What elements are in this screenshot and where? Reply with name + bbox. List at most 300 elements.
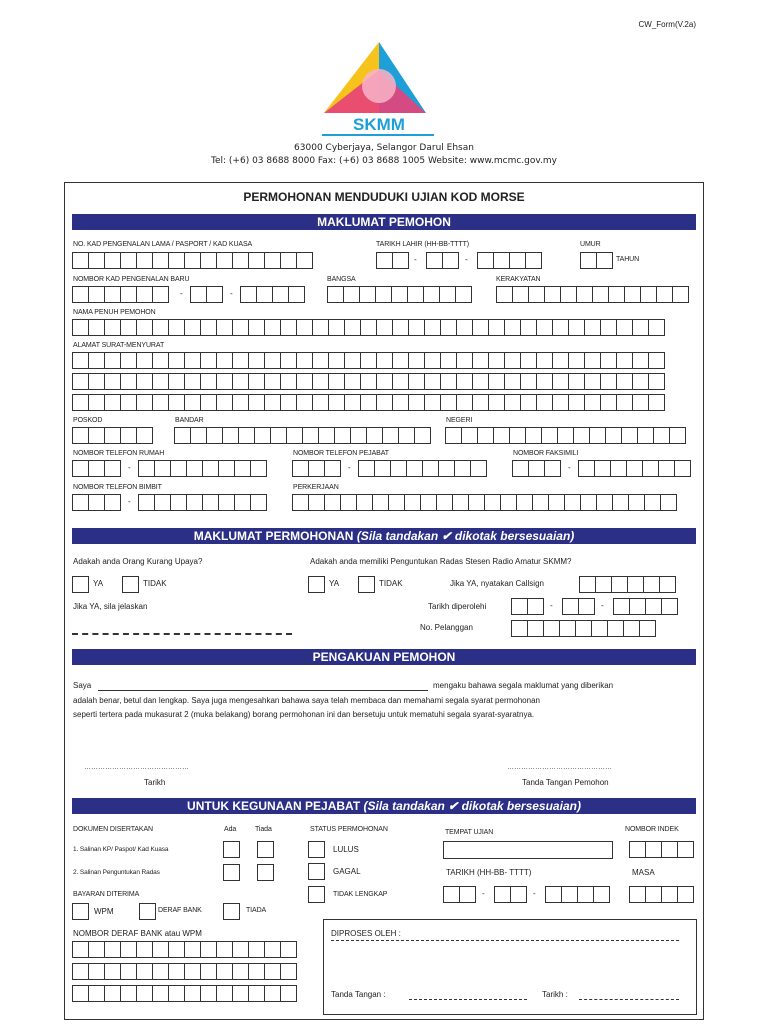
input-cell[interactable] — [488, 373, 505, 390]
input-cell[interactable] — [516, 494, 533, 511]
input-cell[interactable] — [72, 460, 89, 477]
input-cell[interactable] — [648, 394, 665, 411]
input-cell[interactable] — [648, 373, 665, 390]
input-cell[interactable] — [632, 394, 649, 411]
input-cell[interactable] — [382, 427, 399, 444]
input-cell[interactable] — [392, 252, 409, 269]
input-cell[interactable] — [120, 252, 137, 269]
input-cell[interactable] — [677, 886, 694, 903]
index-boxes[interactable] — [629, 841, 693, 858]
input-cell[interactable] — [308, 494, 325, 511]
doc1-tiada-checkbox[interactable] — [257, 841, 274, 858]
input-cell[interactable] — [536, 352, 553, 369]
input-cell[interactable] — [216, 252, 233, 269]
input-cell[interactable] — [461, 427, 478, 444]
input-cell[interactable] — [594, 460, 611, 477]
input-cell[interactable] — [184, 352, 201, 369]
input-cell[interactable] — [452, 494, 469, 511]
input-cell[interactable] — [627, 576, 644, 593]
input-cell[interactable] — [578, 598, 595, 615]
input-cell[interactable] — [104, 494, 121, 511]
input-cell[interactable] — [591, 620, 608, 637]
input-cell[interactable] — [408, 352, 425, 369]
input-cell[interactable] — [136, 963, 153, 980]
input-cell[interactable] — [376, 252, 393, 269]
input-cell[interactable] — [104, 252, 121, 269]
input-cell[interactable] — [88, 985, 105, 1002]
input-cell[interactable] — [584, 373, 601, 390]
input-cell[interactable] — [324, 494, 341, 511]
input-cell[interactable] — [186, 494, 203, 511]
input-cell[interactable] — [264, 963, 281, 980]
input-cell[interactable] — [407, 286, 424, 303]
draft-no-row-3[interactable] — [72, 985, 296, 1002]
input-cell[interactable] — [456, 394, 473, 411]
gagal-checkbox[interactable] — [308, 863, 325, 880]
input-cell[interactable] — [548, 494, 565, 511]
input-cell[interactable] — [639, 620, 656, 637]
input-cell[interactable] — [264, 985, 281, 1002]
input-cell[interactable] — [318, 427, 335, 444]
disabled-no-checkbox[interactable] — [122, 576, 139, 593]
doc2-ada-checkbox[interactable] — [223, 864, 240, 881]
input-cell[interactable] — [200, 394, 217, 411]
input-cell[interactable] — [509, 427, 526, 444]
input-cell[interactable] — [238, 427, 255, 444]
input-cell[interactable] — [184, 985, 201, 1002]
input-cell[interactable] — [88, 373, 105, 390]
input-cell[interactable] — [472, 352, 489, 369]
input-cell[interactable] — [440, 352, 457, 369]
input-cell[interactable] — [184, 963, 201, 980]
input-cell[interactable] — [334, 427, 351, 444]
exam-date-month[interactable] — [494, 886, 526, 903]
input-cell[interactable] — [104, 427, 121, 444]
dob-month-boxes[interactable] — [426, 252, 458, 269]
input-cell[interactable] — [168, 985, 185, 1002]
input-cell[interactable] — [629, 886, 646, 903]
input-cell[interactable] — [468, 494, 485, 511]
input-cell[interactable] — [344, 352, 361, 369]
input-cell[interactable] — [509, 252, 526, 269]
input-cell[interactable] — [661, 841, 678, 858]
input-cell[interactable] — [216, 352, 233, 369]
input-cell[interactable] — [170, 460, 187, 477]
input-cell[interactable] — [286, 427, 303, 444]
input-cell[interactable] — [426, 252, 443, 269]
input-cell[interactable] — [72, 394, 89, 411]
input-cell[interactable] — [560, 286, 577, 303]
processed-by-line[interactable] — [331, 940, 679, 941]
input-cell[interactable] — [184, 319, 201, 336]
input-cell[interactable] — [120, 286, 137, 303]
input-cell[interactable] — [120, 352, 137, 369]
input-cell[interactable] — [264, 373, 281, 390]
input-cell[interactable] — [200, 352, 217, 369]
doc2-tiada-checkbox[interactable] — [257, 864, 274, 881]
input-cell[interactable] — [72, 963, 89, 980]
input-cell[interactable] — [629, 598, 646, 615]
input-cell[interactable] — [340, 494, 357, 511]
radio-no-checkbox[interactable] — [358, 576, 375, 593]
input-cell[interactable] — [240, 286, 257, 303]
fax-part2[interactable] — [578, 460, 690, 477]
input-cell[interactable] — [600, 394, 617, 411]
date-obtained-month[interactable] — [562, 598, 594, 615]
input-cell[interactable] — [562, 598, 579, 615]
input-cell[interactable] — [264, 319, 281, 336]
input-cell[interactable] — [184, 941, 201, 958]
input-cell[interactable] — [280, 319, 297, 336]
input-cell[interactable] — [436, 494, 453, 511]
radio-yes-checkbox[interactable] — [308, 576, 325, 593]
input-cell[interactable] — [270, 427, 287, 444]
input-cell[interactable] — [545, 886, 562, 903]
customer-no-boxes[interactable] — [511, 620, 655, 637]
input-cell[interactable] — [424, 394, 441, 411]
input-cell[interactable] — [250, 460, 267, 477]
input-cell[interactable] — [376, 394, 393, 411]
dob-year-boxes[interactable] — [477, 252, 541, 269]
address-row-2[interactable] — [72, 373, 664, 390]
input-cell[interactable] — [136, 286, 153, 303]
input-cell[interactable] — [575, 620, 592, 637]
input-cell[interactable] — [584, 352, 601, 369]
input-cell[interactable] — [138, 494, 155, 511]
input-cell[interactable] — [420, 494, 437, 511]
input-cell[interactable] — [584, 394, 601, 411]
tidak-lengkap-checkbox[interactable] — [308, 886, 325, 903]
input-cell[interactable] — [200, 941, 217, 958]
input-cell[interactable] — [190, 286, 207, 303]
input-cell[interactable] — [206, 286, 223, 303]
input-cell[interactable] — [659, 576, 676, 593]
input-cell[interactable] — [120, 319, 137, 336]
input-cell[interactable] — [552, 352, 569, 369]
input-cell[interactable] — [477, 427, 494, 444]
input-cell[interactable] — [186, 460, 203, 477]
input-cell[interactable] — [669, 427, 686, 444]
input-cell[interactable] — [632, 352, 649, 369]
input-cell[interactable] — [350, 427, 367, 444]
input-cell[interactable] — [72, 494, 89, 511]
date-dotline[interactable]: ……………………………………… — [84, 764, 189, 771]
input-cell[interactable] — [504, 373, 521, 390]
input-cell[interactable] — [653, 427, 670, 444]
input-cell[interactable] — [388, 494, 405, 511]
input-cell[interactable] — [390, 460, 407, 477]
input-cell[interactable] — [72, 985, 89, 1002]
input-cell[interactable] — [628, 494, 645, 511]
input-cell[interactable] — [254, 427, 271, 444]
input-cell[interactable] — [408, 394, 425, 411]
input-cell[interactable] — [232, 963, 249, 980]
callsign-boxes[interactable] — [579, 576, 675, 593]
input-cell[interactable] — [136, 373, 153, 390]
input-cell[interactable] — [645, 598, 662, 615]
input-cell[interactable] — [584, 319, 601, 336]
input-cell[interactable] — [136, 941, 153, 958]
input-cell[interactable] — [280, 985, 297, 1002]
date-obtained-year[interactable] — [613, 598, 677, 615]
input-cell[interactable] — [360, 394, 377, 411]
input-cell[interactable] — [264, 252, 281, 269]
input-cell[interactable] — [190, 427, 207, 444]
input-cell[interactable] — [248, 319, 265, 336]
input-cell[interactable] — [642, 460, 659, 477]
input-cell[interactable] — [438, 460, 455, 477]
input-cell[interactable] — [88, 286, 105, 303]
input-cell[interactable] — [248, 941, 265, 958]
input-cell[interactable] — [72, 352, 89, 369]
input-cell[interactable] — [536, 373, 553, 390]
input-cell[interactable] — [600, 352, 617, 369]
new-ic-part3[interactable] — [240, 286, 304, 303]
input-cell[interactable] — [596, 252, 613, 269]
input-cell[interactable] — [222, 427, 239, 444]
input-cell[interactable] — [456, 319, 473, 336]
input-cell[interactable] — [120, 373, 137, 390]
input-cell[interactable] — [280, 963, 297, 980]
input-cell[interactable] — [488, 319, 505, 336]
input-cell[interactable] — [248, 252, 265, 269]
input-cell[interactable] — [344, 394, 361, 411]
input-cell[interactable] — [589, 427, 606, 444]
doc1-ada-checkbox[interactable] — [223, 841, 240, 858]
input-cell[interactable] — [234, 494, 251, 511]
input-cell[interactable] — [424, 373, 441, 390]
input-cell[interactable] — [256, 286, 273, 303]
input-cell[interactable] — [184, 394, 201, 411]
input-cell[interactable] — [366, 427, 383, 444]
input-cell[interactable] — [424, 352, 441, 369]
input-cell[interactable] — [308, 460, 325, 477]
input-cell[interactable] — [72, 941, 89, 958]
input-cell[interactable] — [525, 252, 542, 269]
input-cell[interactable] — [392, 394, 409, 411]
age-boxes[interactable] — [580, 252, 612, 269]
explain-line[interactable] — [72, 633, 292, 635]
input-cell[interactable] — [280, 394, 297, 411]
input-cell[interactable] — [234, 460, 251, 477]
input-cell[interactable] — [312, 319, 329, 336]
input-cell[interactable] — [72, 373, 89, 390]
input-cell[interactable] — [644, 494, 661, 511]
office-date-line[interactable] — [579, 999, 679, 1000]
input-cell[interactable] — [564, 494, 581, 511]
input-cell[interactable] — [500, 494, 517, 511]
input-cell[interactable] — [632, 373, 649, 390]
input-cell[interactable] — [360, 373, 377, 390]
input-cell[interactable] — [472, 373, 489, 390]
input-cell[interactable] — [493, 427, 510, 444]
input-cell[interactable] — [356, 494, 373, 511]
exam-date-day[interactable] — [443, 886, 475, 903]
tiada-payment-checkbox[interactable] — [223, 903, 240, 920]
input-cell[interactable] — [520, 319, 537, 336]
input-cell[interactable] — [264, 941, 281, 958]
input-cell[interactable] — [408, 319, 425, 336]
citizenship-boxes[interactable] — [496, 286, 688, 303]
input-cell[interactable] — [404, 494, 421, 511]
input-cell[interactable] — [328, 352, 345, 369]
input-cell[interactable] — [136, 319, 153, 336]
input-cell[interactable] — [200, 252, 217, 269]
input-cell[interactable] — [578, 460, 595, 477]
input-cell[interactable] — [623, 620, 640, 637]
input-cell[interactable] — [541, 427, 558, 444]
input-cell[interactable] — [616, 352, 633, 369]
fax-part1[interactable] — [512, 460, 560, 477]
input-cell[interactable] — [616, 394, 633, 411]
input-cell[interactable] — [232, 352, 249, 369]
input-cell[interactable] — [527, 620, 544, 637]
input-cell[interactable] — [292, 460, 309, 477]
input-cell[interactable] — [136, 427, 153, 444]
input-cell[interactable] — [520, 352, 537, 369]
input-cell[interactable] — [440, 373, 457, 390]
input-cell[interactable] — [152, 286, 169, 303]
input-cell[interactable] — [580, 494, 597, 511]
input-cell[interactable] — [248, 963, 265, 980]
input-cell[interactable] — [202, 494, 219, 511]
input-cell[interactable] — [232, 394, 249, 411]
input-cell[interactable] — [504, 394, 521, 411]
input-cell[interactable] — [645, 886, 662, 903]
input-cell[interactable] — [216, 319, 233, 336]
input-cell[interactable] — [443, 886, 460, 903]
input-cell[interactable] — [216, 373, 233, 390]
input-cell[interactable] — [406, 460, 423, 477]
input-cell[interactable] — [610, 460, 627, 477]
input-cell[interactable] — [184, 252, 201, 269]
input-cell[interactable] — [375, 286, 392, 303]
input-cell[interactable] — [600, 319, 617, 336]
input-cell[interactable] — [248, 352, 265, 369]
address-row-3[interactable] — [72, 394, 664, 411]
input-cell[interactable] — [232, 985, 249, 1002]
input-cell[interactable] — [88, 427, 105, 444]
input-cell[interactable] — [520, 394, 537, 411]
input-cell[interactable] — [200, 985, 217, 1002]
input-cell[interactable] — [392, 373, 409, 390]
input-cell[interactable] — [658, 460, 675, 477]
city-boxes[interactable] — [174, 427, 430, 444]
input-cell[interactable] — [568, 394, 585, 411]
input-cell[interactable] — [648, 352, 665, 369]
input-cell[interactable] — [511, 620, 528, 637]
input-cell[interactable] — [232, 252, 249, 269]
input-cell[interactable] — [593, 886, 610, 903]
input-cell[interactable] — [613, 598, 630, 615]
input-cell[interactable] — [629, 841, 646, 858]
signature-dotline[interactable]: ……………………………………… — [507, 764, 612, 771]
input-cell[interactable] — [302, 427, 319, 444]
sign-line[interactable] — [409, 999, 527, 1000]
input-cell[interactable] — [512, 460, 529, 477]
input-cell[interactable] — [472, 319, 489, 336]
new-ic-part2[interactable] — [190, 286, 222, 303]
input-cell[interactable] — [621, 427, 638, 444]
input-cell[interactable] — [611, 576, 628, 593]
input-cell[interactable] — [528, 460, 545, 477]
input-cell[interactable] — [120, 427, 137, 444]
input-cell[interactable] — [104, 373, 121, 390]
home-tel-part1[interactable] — [72, 460, 120, 477]
input-cell[interactable] — [216, 985, 233, 1002]
input-cell[interactable] — [493, 252, 510, 269]
input-cell[interactable] — [660, 494, 677, 511]
input-cell[interactable] — [392, 352, 409, 369]
input-cell[interactable] — [216, 941, 233, 958]
input-cell[interactable] — [200, 319, 217, 336]
input-cell[interactable] — [120, 985, 137, 1002]
input-cell[interactable] — [104, 352, 121, 369]
input-cell[interactable] — [232, 941, 249, 958]
input-cell[interactable] — [440, 319, 457, 336]
input-cell[interactable] — [573, 427, 590, 444]
input-cell[interactable] — [674, 460, 691, 477]
input-cell[interactable] — [391, 286, 408, 303]
input-cell[interactable] — [184, 373, 201, 390]
new-ic-part1[interactable] — [72, 286, 168, 303]
input-cell[interactable] — [422, 460, 439, 477]
input-cell[interactable] — [280, 252, 297, 269]
input-cell[interactable] — [72, 286, 89, 303]
declaration-name-line[interactable] — [98, 690, 428, 691]
input-cell[interactable] — [174, 427, 191, 444]
input-cell[interactable] — [616, 319, 633, 336]
input-cell[interactable] — [328, 319, 345, 336]
draft-no-row-1[interactable] — [72, 941, 296, 958]
input-cell[interactable] — [152, 963, 169, 980]
input-cell[interactable] — [552, 319, 569, 336]
input-cell[interactable] — [372, 494, 389, 511]
input-cell[interactable] — [168, 352, 185, 369]
input-cell[interactable] — [648, 319, 665, 336]
input-cell[interactable] — [643, 576, 660, 593]
input-cell[interactable] — [600, 373, 617, 390]
input-cell[interactable] — [152, 319, 169, 336]
input-cell[interactable] — [358, 460, 375, 477]
input-cell[interactable] — [104, 963, 121, 980]
input-cell[interactable] — [568, 352, 585, 369]
input-cell[interactable] — [607, 620, 624, 637]
input-cell[interactable] — [536, 319, 553, 336]
input-cell[interactable] — [579, 576, 596, 593]
input-cell[interactable] — [344, 319, 361, 336]
input-cell[interactable] — [672, 286, 689, 303]
input-cell[interactable] — [280, 373, 297, 390]
input-cell[interactable] — [248, 394, 265, 411]
input-cell[interactable] — [88, 963, 105, 980]
input-cell[interactable] — [168, 963, 185, 980]
input-cell[interactable] — [88, 319, 105, 336]
input-cell[interactable] — [170, 494, 187, 511]
input-cell[interactable] — [511, 598, 528, 615]
input-cell[interactable] — [120, 963, 137, 980]
input-cell[interactable] — [580, 252, 597, 269]
input-cell[interactable] — [440, 394, 457, 411]
input-cell[interactable] — [442, 252, 459, 269]
input-cell[interactable] — [216, 394, 233, 411]
input-cell[interactable] — [459, 886, 476, 903]
lulus-checkbox[interactable] — [308, 841, 325, 858]
input-cell[interactable] — [677, 841, 694, 858]
name-boxes[interactable] — [72, 319, 664, 336]
input-cell[interactable] — [168, 252, 185, 269]
input-cell[interactable] — [324, 460, 341, 477]
